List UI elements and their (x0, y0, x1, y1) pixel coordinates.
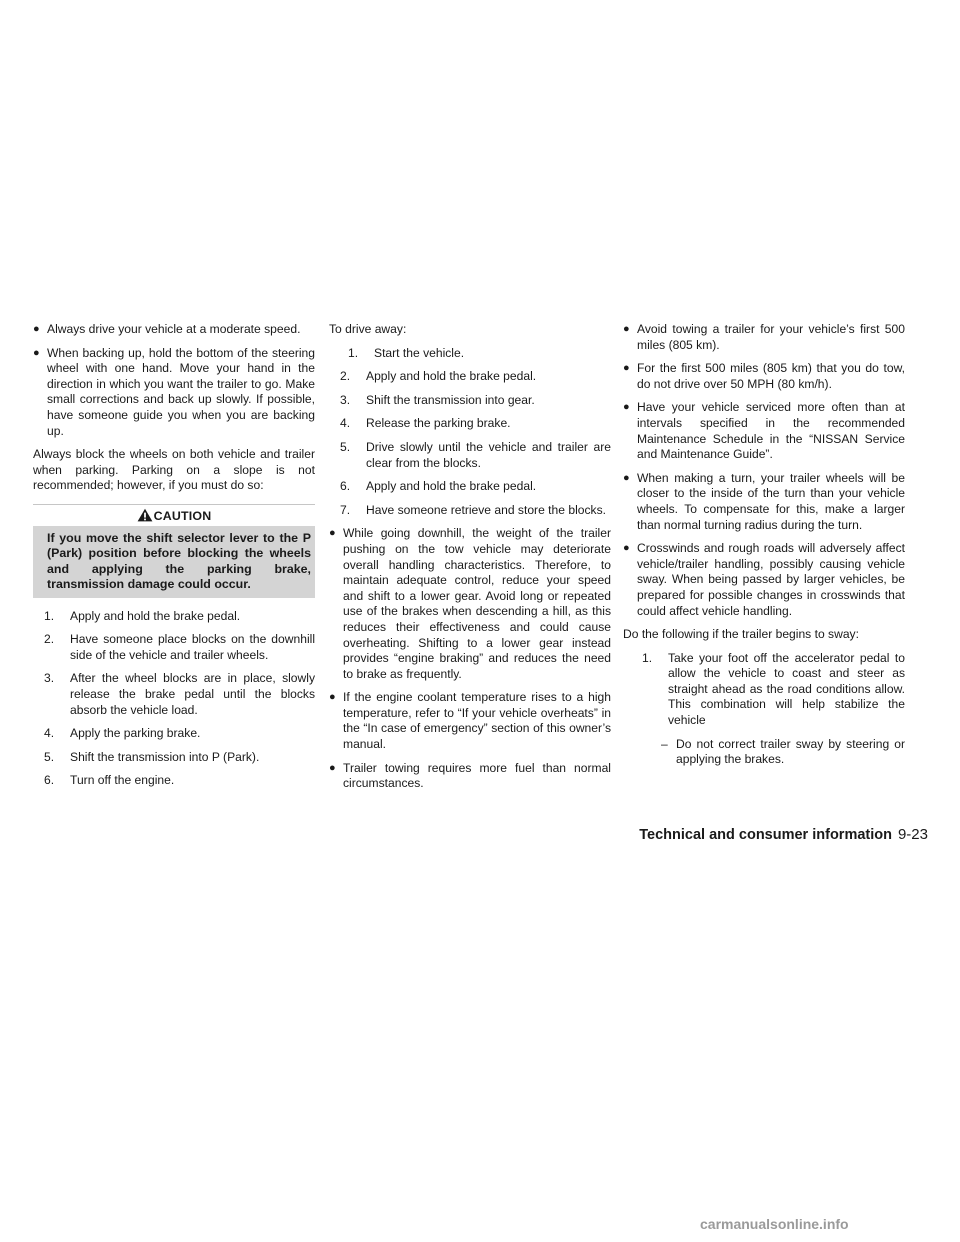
bullet-mark: ● (623, 542, 630, 555)
list-item (33, 632, 315, 663)
bullet-mark: ● (623, 471, 630, 484)
list-item (329, 690, 611, 752)
step-text: Shift the transmission into P (Park). (70, 749, 260, 764)
caution-header (33, 504, 315, 526)
list-item (33, 750, 315, 766)
list-item (329, 416, 611, 432)
step-text: Have someone retrieve and store the blocks. (366, 502, 606, 517)
section-title: Technical and consumer information (639, 827, 892, 843)
paragraph: Do the following if the trailer begins to sway: (623, 627, 859, 642)
bullet-mark: ● (329, 691, 336, 704)
step-text: Release the parking brake. (366, 416, 511, 431)
list-item (623, 361, 905, 392)
step-text: Turn off the engine. (70, 773, 175, 788)
list-item (623, 737, 905, 768)
step-number: 6. (44, 773, 55, 788)
list-item (623, 400, 905, 462)
warning-triangle-icon (137, 508, 153, 522)
list-item (329, 440, 611, 471)
step-text: Apply the parking brake. (70, 726, 201, 741)
step-text: Drive slowly until the vehicle and trailer are clear from the blocks. (366, 439, 611, 470)
list-item (623, 541, 905, 619)
caution-title-wrap (33, 508, 315, 525)
step-number: 4. (44, 726, 55, 741)
step-text: Apply and hold the brake pedal. (366, 479, 537, 494)
bullet-mark: ● (329, 761, 336, 774)
dash-text: Do not correct trailer sway by steering or applying the brakes. (676, 736, 905, 767)
list-item (329, 503, 611, 519)
bullet-text: For the first 500 miles (805 km) that you do tow, do not drive over 50 MPH (80 km/h). (637, 361, 905, 391)
list-item (33, 322, 315, 338)
caution-title: CAUTION (153, 508, 212, 523)
list-item (329, 393, 611, 409)
step-text: Shift the transmission into gear. (366, 392, 535, 407)
page-number: 9-23 (897, 826, 928, 843)
bullet-text: When making a turn, your trailer wheels will be closer to the inside of the turn than your vehicle wheels. To compensate for this, make a larger than normal turning radius during the turn. (637, 470, 905, 532)
column-1 (33, 322, 315, 797)
caution-text: If you move the shift selector lever to the P (Park) position before blocking the wheels and applying the parking brake, transmission damage could occur. (33, 526, 315, 598)
bullet-text: Crosswinds and rough roads will adversely affect vehicle/trailer handling, possibly causing vehicle sway. When being passed by larger vehicles, be prepared for possible changes in crosswinds that could affect vehicle handling. (637, 541, 905, 618)
step-number: 6. (340, 479, 351, 494)
step-text: Start the vehicle. (374, 345, 465, 360)
step-number: 5. (44, 749, 55, 764)
step-text: Have someone place blocks on the downhill side of the vehicle and trailer wheels. (70, 632, 315, 662)
paragraph: To drive away: (329, 322, 407, 336)
step-text: Take your foot off the accelerator pedal to allow the vehicle to coast and steer as straight ahead as the road conditions allow. This combination will help stabilize the vehicle (668, 650, 905, 728)
page-footer (578, 826, 928, 843)
bullet-text: If the engine coolant temperature rises to a high temperature, refer to “If your vehicle overheats” in the “In case of emergency” section of this owner’s manual. (343, 690, 611, 752)
list-item (329, 526, 611, 682)
bullet-mark: ● (623, 401, 630, 414)
dash-mark: – (661, 736, 668, 751)
step-text: Apply and hold the brake pedal. (366, 369, 537, 384)
bullet-mark: ● (33, 323, 40, 335)
bullet-text: While going downhill, the weight of the trailer pushing on the tow vehicle may deteriorate overall handling characteristics. Therefore, to maintain adequate control, reduce your speed and shift to a lower gear. Avoid long or repeated use of the brakes when descending a hill, as this reduces their effectiveness and could cause overheating. Shifting to a lower gear instead provides “engine braking” and reduces the need to brake as frequently. (343, 526, 611, 681)
step-text: After the wheel blocks are in place, slowly release the brake pedal until the blocks absorb the vehicle load. (70, 671, 315, 717)
step-number: 2. (340, 369, 351, 384)
paragraph: Always block the wheels on both vehicle and trailer when parking. Parking on a slope is not recommended; however, if you must do so: (33, 447, 315, 493)
column-3 (623, 322, 905, 776)
list-item (33, 609, 315, 625)
step-number: 2. (44, 632, 55, 647)
list-item (623, 651, 905, 729)
list-item (329, 346, 611, 362)
step-number: 7. (340, 502, 351, 517)
list-item (623, 322, 905, 353)
step-number: 1. (642, 650, 653, 665)
bullet-mark: ● (33, 346, 40, 359)
bullet-mark: ● (623, 323, 630, 335)
list-item (33, 671, 315, 718)
step-number: 1. (44, 608, 55, 623)
list-item (33, 726, 315, 742)
bullet-mark: ● (329, 527, 336, 540)
list-item (33, 346, 315, 440)
bullet-text: Have your vehicle serviced more often than at intervals specified in the recommended Maintenance Schedule in the “NISSAN Service and Maintenance Guide”. (637, 400, 905, 462)
bullet-text: When backing up, hold the bottom of the steering wheel with one hand. Move your hand in the direction in which you want the trailer to go. Make small corrections and back up slowly. If possible, have someone guide you when you are backing up. (47, 345, 315, 438)
step-text: Apply and hold the brake pedal. (70, 608, 241, 623)
bullet-mark: ● (623, 362, 630, 375)
step-number: 3. (44, 671, 55, 686)
list-item (329, 479, 611, 495)
step-number: 3. (340, 392, 351, 407)
watermark: carmanualsonline.info (700, 1216, 849, 1232)
step-number: 1. (348, 345, 359, 360)
list-item (329, 369, 611, 385)
bullet-text: Trailer towing requires more fuel than normal circumstances. (343, 760, 611, 791)
list-item (329, 761, 611, 792)
list-item (33, 773, 315, 789)
bullet-text: Avoid towing a trailer for your vehicle’s first 500 miles (805 km). (637, 322, 905, 352)
column-2 (329, 322, 611, 800)
step-number: 4. (340, 416, 351, 431)
step-number: 5. (340, 439, 351, 454)
list-item (623, 471, 905, 533)
bullet-text: Always drive your vehicle at a moderate speed. (47, 322, 301, 336)
